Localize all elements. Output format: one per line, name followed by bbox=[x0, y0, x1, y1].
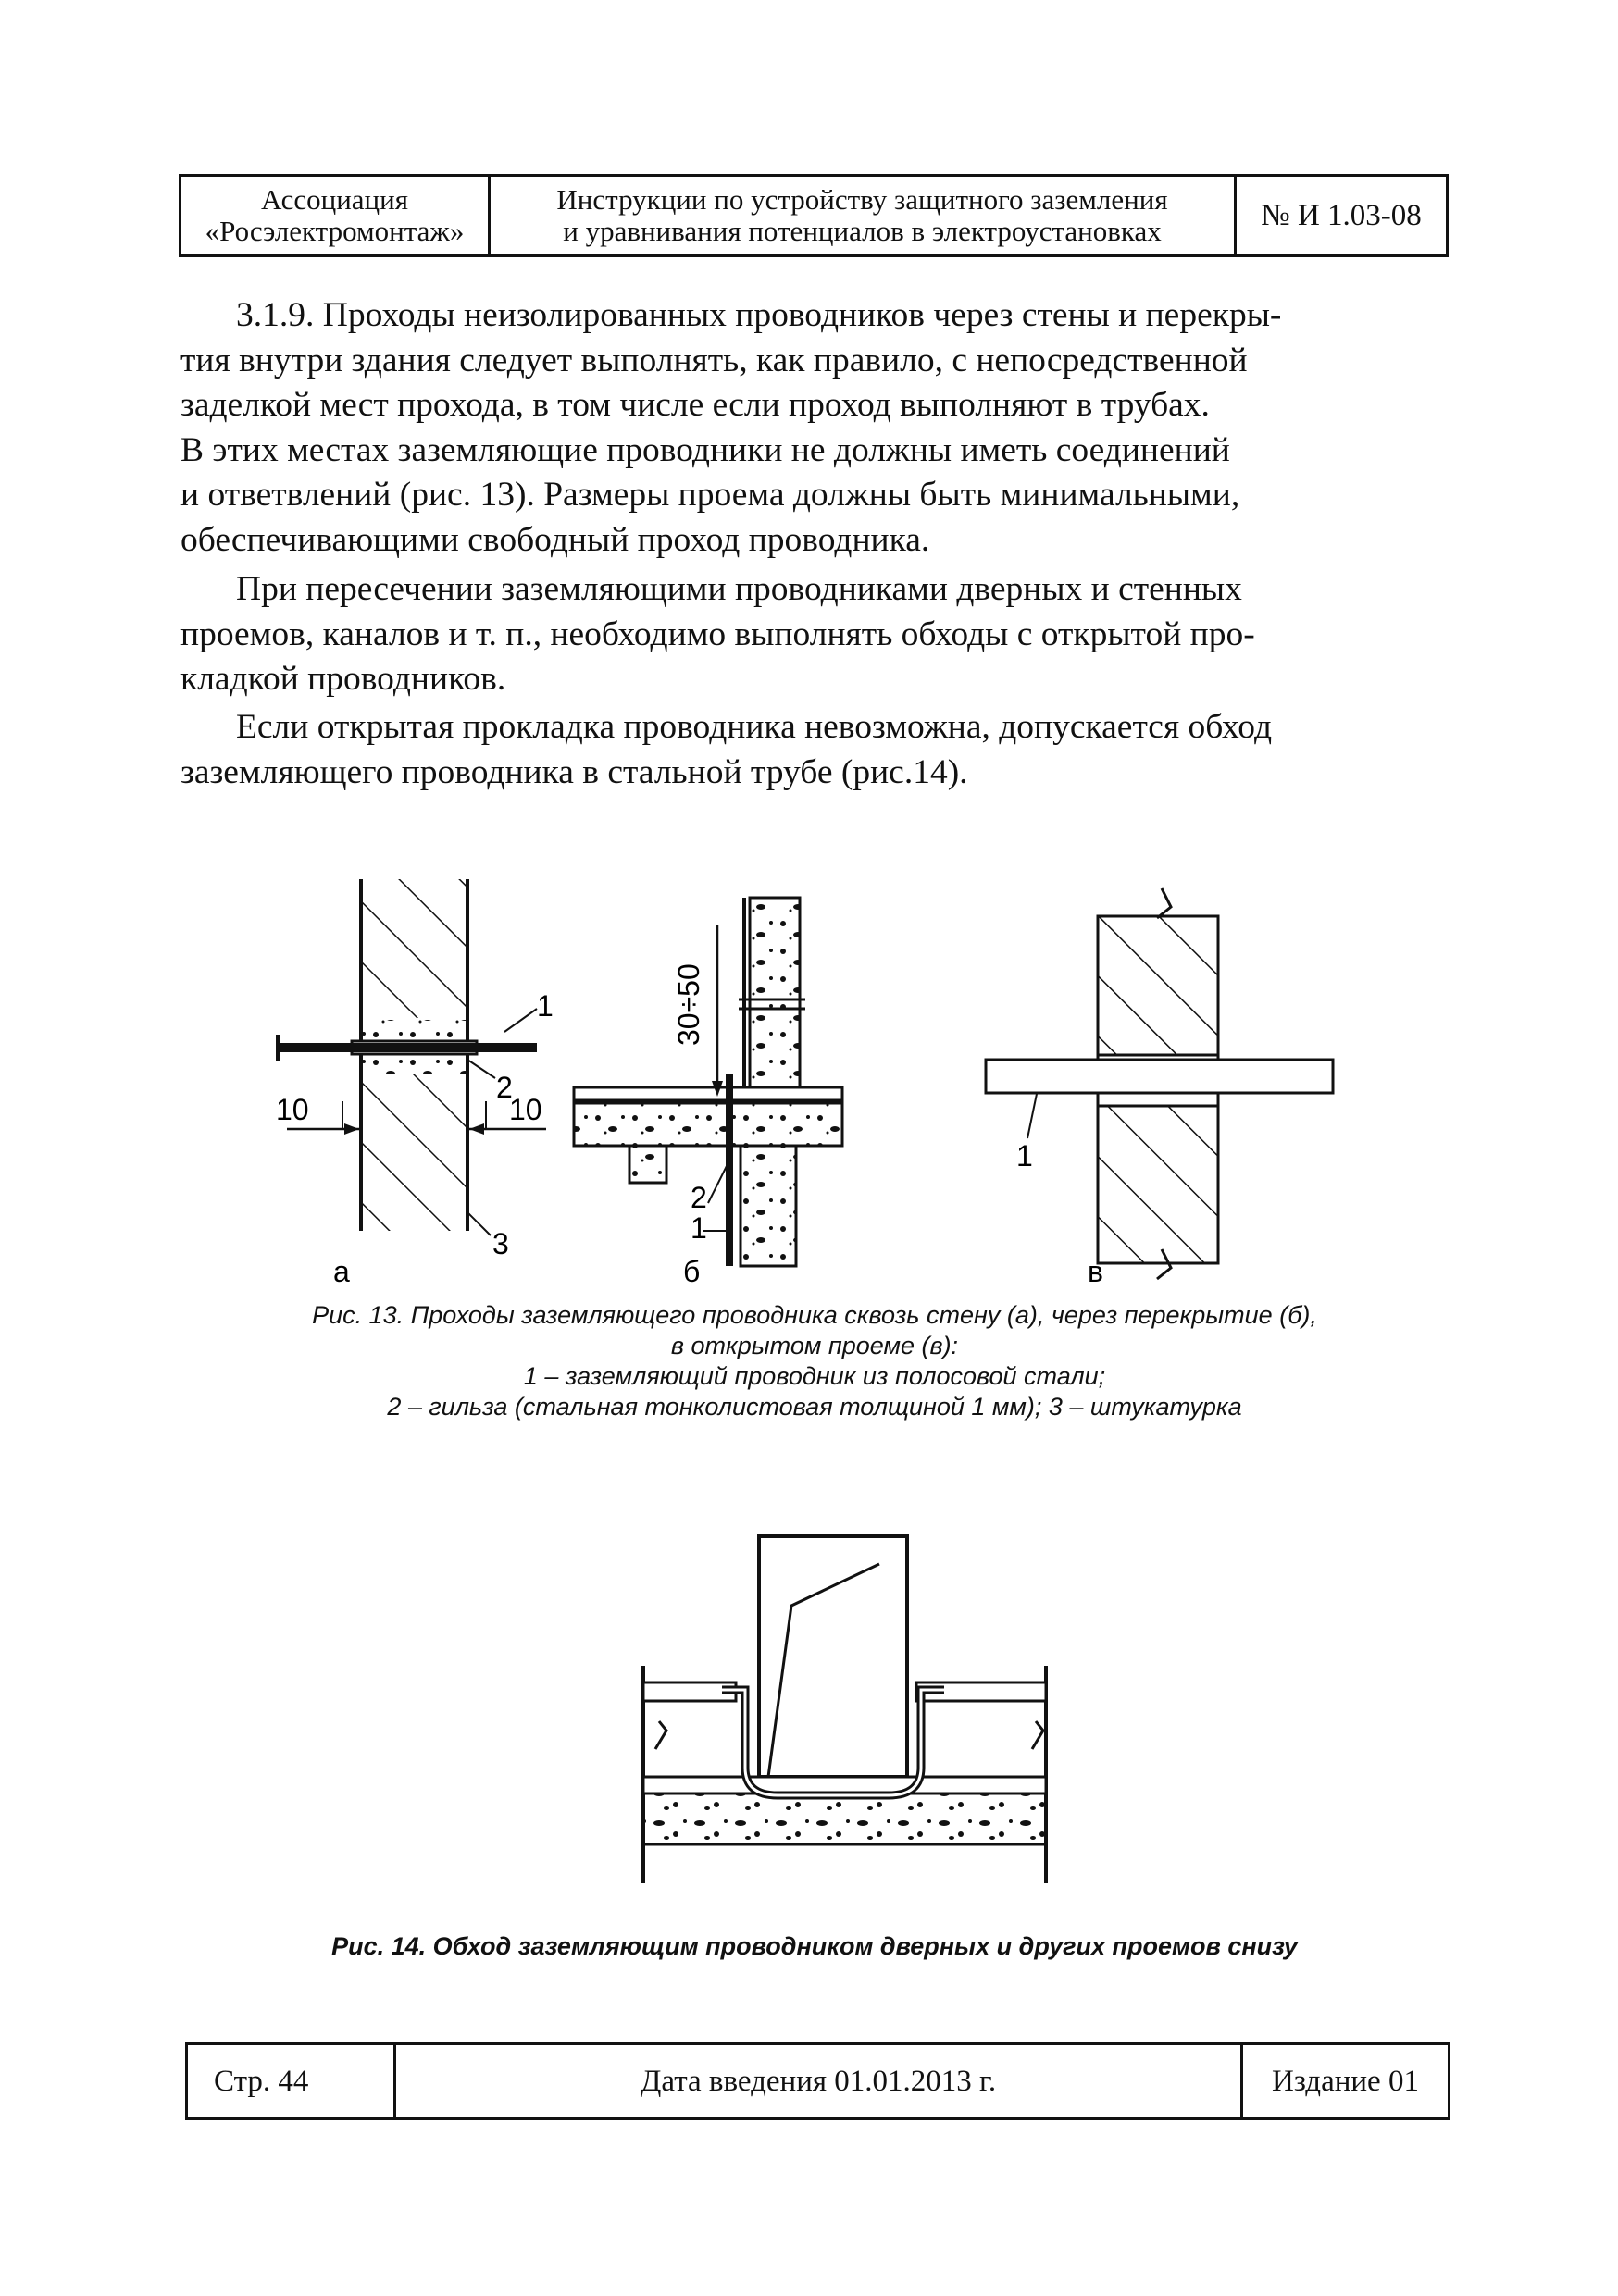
fig13-v-label-1: 1 bbox=[1016, 1139, 1033, 1173]
paragraph-line: и ответвлений (рис. 13). Размеры проема должны быть минимальными, bbox=[180, 476, 1240, 514]
fig13-b-dim-range: 30÷50 bbox=[672, 963, 705, 1046]
org-line-2: «Росэлектромонтаж» bbox=[205, 215, 465, 247]
caption-line: 1 – заземляющий проводник из полосовой стали; bbox=[523, 1362, 1106, 1390]
figure-14-drawing bbox=[611, 1518, 1074, 1888]
fig13-a-wall bbox=[278, 879, 546, 1235]
footer-edition bbox=[1243, 2045, 1448, 2117]
page-number: Стр. 44 bbox=[214, 2064, 309, 2098]
caption-line: Рис. 13. Проходы заземляющего проводника сквозь стену (а), через перекрытие (б), bbox=[312, 1301, 1317, 1329]
footer-page bbox=[188, 2045, 396, 2117]
fig13-a-label-1: 1 bbox=[537, 989, 554, 1023]
fig13-label-a: а bbox=[333, 1255, 350, 1286]
paragraph-steel-pipe bbox=[180, 705, 1447, 795]
paragraph-line: При пересечении заземляющими проводниками дверных и стенных bbox=[236, 570, 1242, 608]
figure-13-drawing bbox=[259, 861, 1370, 1286]
fig13-b-slab bbox=[574, 898, 842, 1266]
org-line-1: Ассоциация bbox=[260, 183, 408, 216]
paragraph-line: обеспечивающими свободный проход проводника. bbox=[180, 520, 930, 559]
fig13-label-v: в bbox=[1088, 1255, 1103, 1286]
fig13-a-dim-left: 10 bbox=[276, 1093, 309, 1126]
paragraph-line: проемов, каналов и т. п., необходимо выполнять обходы с открытой про- bbox=[180, 614, 1255, 653]
paragraph-crossings bbox=[180, 567, 1447, 702]
paragraph-line: Если открытая прокладка проводника невозможна, допускается обход bbox=[236, 708, 1273, 746]
figure-14-caption bbox=[167, 1931, 1462, 1962]
paragraph-3-1-9 bbox=[180, 293, 1447, 563]
footer-date bbox=[396, 2045, 1243, 2117]
paragraph-line: В этих местах заземляющие проводники не должны иметь соединений bbox=[180, 430, 1230, 469]
document-header bbox=[179, 174, 1449, 257]
figure-13-caption bbox=[167, 1300, 1462, 1422]
fig13-v-wall bbox=[986, 888, 1333, 1279]
paragraph-line: тия внутри здания следует выполнять, как правило, с непосредственной bbox=[180, 341, 1248, 379]
caption-line: в открытом проеме (в): bbox=[670, 1332, 959, 1359]
fig13-a-dim-right: 10 bbox=[509, 1093, 542, 1126]
paragraph-line: заземляющего проводника в стальной трубе (рис.14). bbox=[180, 752, 968, 791]
fig13-a-label-3: 3 bbox=[492, 1227, 509, 1260]
document-footer bbox=[185, 2042, 1450, 2120]
paragraph-line: кладкой проводников. bbox=[180, 660, 506, 698]
doc-number: № И 1.03-08 bbox=[1261, 198, 1422, 232]
caption-line: 2 – гильза (стальная тонколистовая толщиной 1 мм); 3 – штукатурка bbox=[387, 1393, 1242, 1421]
fig13-b-label-2: 2 bbox=[691, 1181, 707, 1214]
header-title bbox=[491, 177, 1237, 254]
fig13-a-label-2: 2 bbox=[496, 1071, 513, 1104]
fig13-label-b: б bbox=[683, 1255, 701, 1286]
title-line-2: и уравнивания потенциалов в электроустановках bbox=[563, 215, 1162, 247]
fig13-b-label-1: 1 bbox=[691, 1211, 707, 1245]
title-line-1: Инструкции по устройству защитного заземления bbox=[556, 183, 1168, 216]
header-organization bbox=[181, 177, 491, 254]
caption-line: Рис. 14. Обход заземляющим проводником дверных и других проемов снизу bbox=[331, 1932, 1298, 1960]
edition: Издание 01 bbox=[1272, 2064, 1419, 2098]
paragraph-line: заделкой мест прохода, в том числе если проход выполняют в трубах. bbox=[180, 386, 1210, 424]
effective-date: Дата введения 01.01.2013 г. bbox=[640, 2064, 997, 2098]
header-doc-number bbox=[1237, 177, 1446, 254]
paragraph-line: 3.1.9. Проходы неизолированных проводников через стены и перекры- bbox=[236, 296, 1282, 334]
